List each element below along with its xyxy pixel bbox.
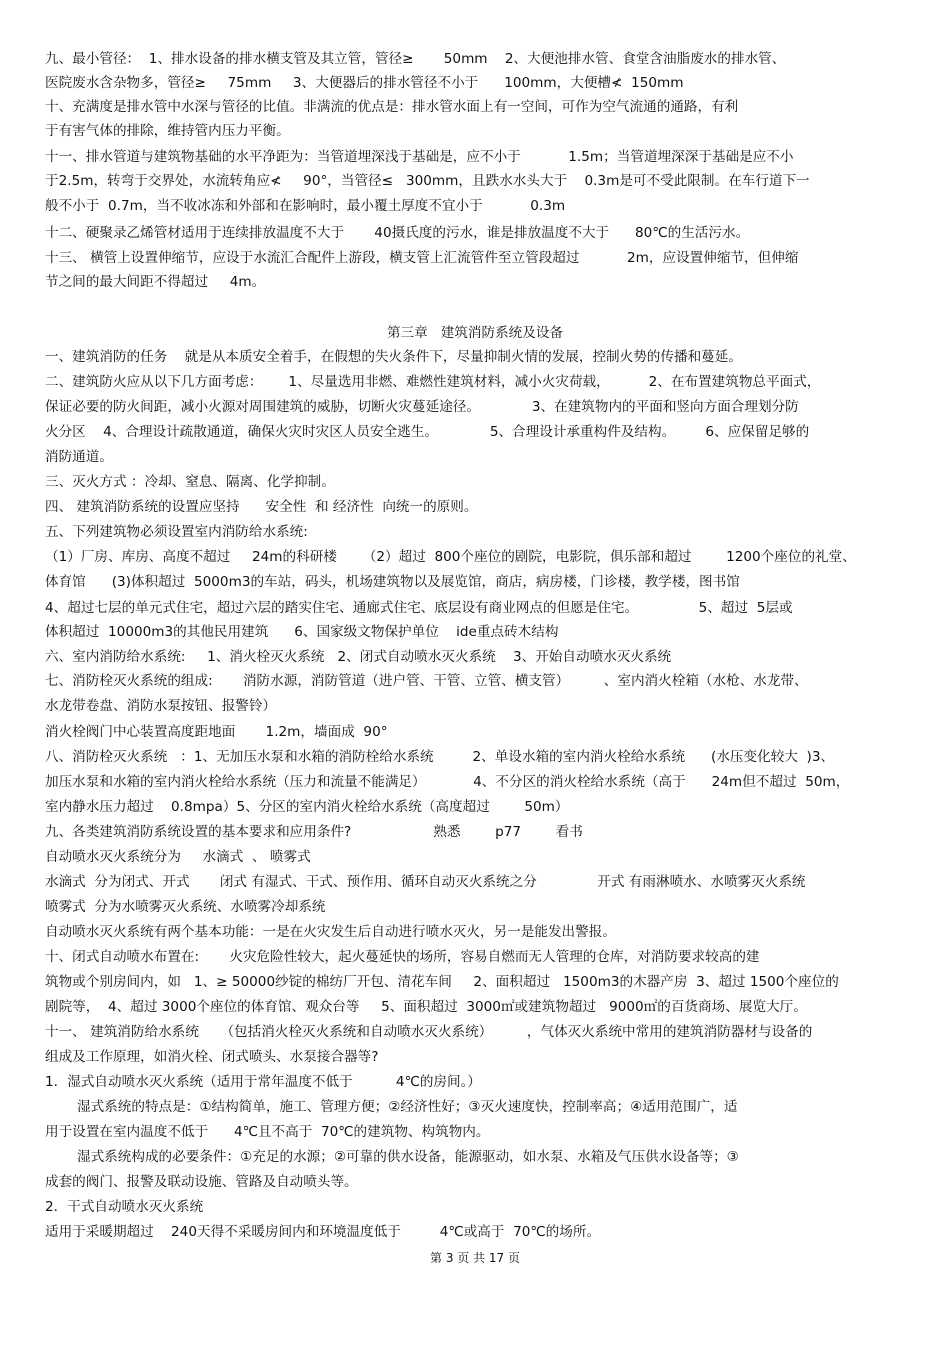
page-footer: 第 3 页 共 17 页 xyxy=(430,1251,520,1265)
text-line: 成套的阀门、报警及联动设施、管路及自动喷头等。 xyxy=(45,1174,358,1190)
text-line: 十、闭式自动喷水布置在: 火灾危险性较大，起火蔓延快的场所，容易自燃而无人管理的仓库，对消防要求较高的建 xyxy=(45,949,760,965)
text-line: 筑物或个别房间内，如 1、≥ 50000纱锭的棉纺厂开包、清花车间 2、面积超过 1500m3的木器产房 3、超过 1500个座位的 xyxy=(45,974,839,990)
text-line: 般不小于 0.7m，当不收冰冻和外部和在影响时，最小覆土厚度不宜小于 0.3m xyxy=(45,198,566,214)
text-line: 二、建筑防火应从以下几方面考虑： 1、尽量选用非燃、难燃性建筑材料，减小火灾荷载， 2、在布置建筑物总平面式， xyxy=(45,374,821,390)
text-line: 自动喷水灭火系统分为 水滴式 、 喷雾式 xyxy=(45,849,311,865)
text-line: 十一、 建筑消防给水系统 （包括消火栓灭火系统和自动喷水灭火系统） ，气体灭火系统中常用的建筑消防器材与设备的 xyxy=(45,1024,813,1040)
text-line: 4、超过七层的单元式住宅，超过六层的踏实住宅、通廊式住宅、底层设有商业网点的但愿是住宅。 5、超过 5层或 xyxy=(45,600,793,616)
text-line: 十二、硬聚录乙烯管材适用于连续排放温度不大于 40摄氏度的污水，谁是排放温度不大于 80℃的生活污水。 xyxy=(45,225,750,241)
text-line: 十一、排水管道与建筑物基础的水平净距为：当管道埋深浅于基础是，应不小于 1.5m；当管道埋深深于基础是应不小 xyxy=(45,149,794,165)
text-line: 湿式系统的特点是：①结构简单，施工、管理方便；②经济性好；③灭火速度快，控制率高；④适用范围广，适 xyxy=(77,1099,738,1115)
text-line: 自动喷水灭火系统有两个基本功能：一是在火灾发生后自动进行喷水灭火，另一是能发出警报。 xyxy=(45,924,616,940)
text-line: 加压水泵和水箱的室内消火栓给水系统（压力和流量不能满足） 4、不分区的消火栓给水系统（高于 24m但不超过 50m， xyxy=(45,774,850,790)
text-line: 于有害气体的排除，维持管内压力平衡。 xyxy=(45,123,290,139)
text-line: 保证必要的防火间距，减小火源对周围建筑的威胁，切断火灾蔓延途径。 3、在建筑物内的平面和竖向方面合理划分防 xyxy=(45,399,799,415)
text-line: 湿式系统构成的必要条件：①充足的水源；②可靠的供水设备，能源驱动，如水泵、水箱及气压供水设备等；③ xyxy=(77,1149,739,1165)
chapter-title: 第三章 建筑消防系统及设备 xyxy=(386,325,564,341)
text-line: （1）厂房、库房、高度不超过 24m的科研楼 （2）超过 800个座位的剧院，电影院，俱乐部和超过 1200个座位的礼堂、 xyxy=(45,549,856,565)
text-line: 用于设置在室内温度不低于 4℃且不高于 70℃的建筑物、构筑物内。 xyxy=(45,1124,490,1140)
text-line: 医院废水含杂物多，管径≥ 75mm 3、大便器后的排水管径不小于 100mm，大便槽≮ 150mm xyxy=(45,75,684,91)
text-line: 水龙带卷盘、消防水泵按钮、报警铃） xyxy=(45,698,277,714)
text-line: 消防通道。 xyxy=(45,449,113,465)
text-line: 体育馆 (3)体积超过 5000m3的车站，码头，机场建筑物以及展览馆，商店，病房楼，门诊楼，教学楼，图书馆 xyxy=(45,574,740,590)
text-line: 七、消防栓灭火系统的组成: 消防水源，消防管道（进户管、干管、立管、横支管） 、室内消火栓箱（水枪、水龙带、 xyxy=(45,673,808,689)
text-line: 节之间的最大间距不得超过 4m。 xyxy=(45,274,266,290)
text-line: 十、充满度是排水管中水深与管径的比值。非满流的优点是：排水管水面上有一空间，可作为空气流通的通路，有利 xyxy=(45,99,739,115)
text-line: 六、室内消防给水系统: 1、消火栓灭火系统 2、闭式自动喷水灭火系统 3、开始自动喷水灭火系统 xyxy=(45,649,672,665)
text-line: 一、建筑消防的任务 就是从本质安全着手，在假想的失火条件下，尽量抑制火情的发展，控制火势的传播和蔓延。 xyxy=(45,349,742,365)
text-line: 火分区 4、合理设计疏散通道，确保火灾时灾区人员安全逃生。 5、合理设计承重构件及结构。 6、应保留足够的 xyxy=(45,424,810,440)
text-line: 剧院等， 4、超过 3000个座位的体育馆、观众台等 5、面积超过 3000㎡或建筑物超过 9000㎡的百货商场、展览大厅。 xyxy=(45,999,807,1015)
text-line: 2．干式自动喷水灭火系统 xyxy=(45,1199,204,1215)
text-line: 组成及工作原理，如消火栓、闭式喷头、水泵接合器等? xyxy=(45,1049,379,1065)
text-line: 四、 建筑消防系统的设置应坚持 安全性 和 经济性 向统一的原则。 xyxy=(45,499,478,515)
text-line: 消火栓阀门中心装置高度距地面 1.2m，墙面成 90° xyxy=(45,724,388,740)
text-line: 适用于采暖期超过 240天得不采暖房间内和环境温度低于 4℃或高于 70℃的场所。 xyxy=(45,1224,601,1240)
text-line: 1．湿式自动喷水灭火系统（适用于常年温度不低于 4℃的房间。） xyxy=(45,1074,482,1090)
text-line: 九、最小管径： 1、排水设备的排水横支管及其立管，管径≥ 50mm 2、大便池排水管、食堂含油脂废水的排水管、 xyxy=(45,51,786,67)
text-line: 五、下列建筑物必须设置室内消防给水系统: xyxy=(45,524,308,540)
text-line: 体积超过 10000m3的其他民用建筑 6、国家级文物保护单位 ide重点砖木结构 xyxy=(45,624,559,640)
text-line: 水滴式 分为闭式、开式 闭式 有湿式、干式、预作用、循环自动灭火系统之分 开式 有雨淋喷水、水喷雾灭火系统 xyxy=(45,874,806,890)
text-line: 八、消防栓灭火系统 ：1、无加压水泵和水箱的消防栓给水系统 2、单设水箱的室内消火栓给水系统 (水压变化较大 )3、 xyxy=(45,749,835,765)
text-line: 室内静水压力超过 0.8mpa）5、分区的室内消火栓给水系统（高度超过 50m） xyxy=(45,799,569,815)
text-line: 九、各类建筑消防系统设置的基本要求和应用条件? 熟悉 p77 看书 xyxy=(45,824,583,840)
text-line: 十三、 横管上设置伸缩节，应设于水流汇合配件上游段，横支管上汇流管件至立管段超过 2m，应设置伸缩节，但伸缩 xyxy=(45,250,799,266)
text-line: 三、灭火方式 ：冷却、窒息、隔离、化学抑制。 xyxy=(45,474,335,490)
text-line: 于2.5m，转弯于交界处，水流转角应≮ 90°，当管径≤ 300mm，且跌水水头大于 0.3m是可不受此限制。在车行道下一 xyxy=(45,173,810,189)
text-line: 喷雾式 分为水喷雾灭火系统、水喷雾冷却系统 xyxy=(45,899,326,915)
